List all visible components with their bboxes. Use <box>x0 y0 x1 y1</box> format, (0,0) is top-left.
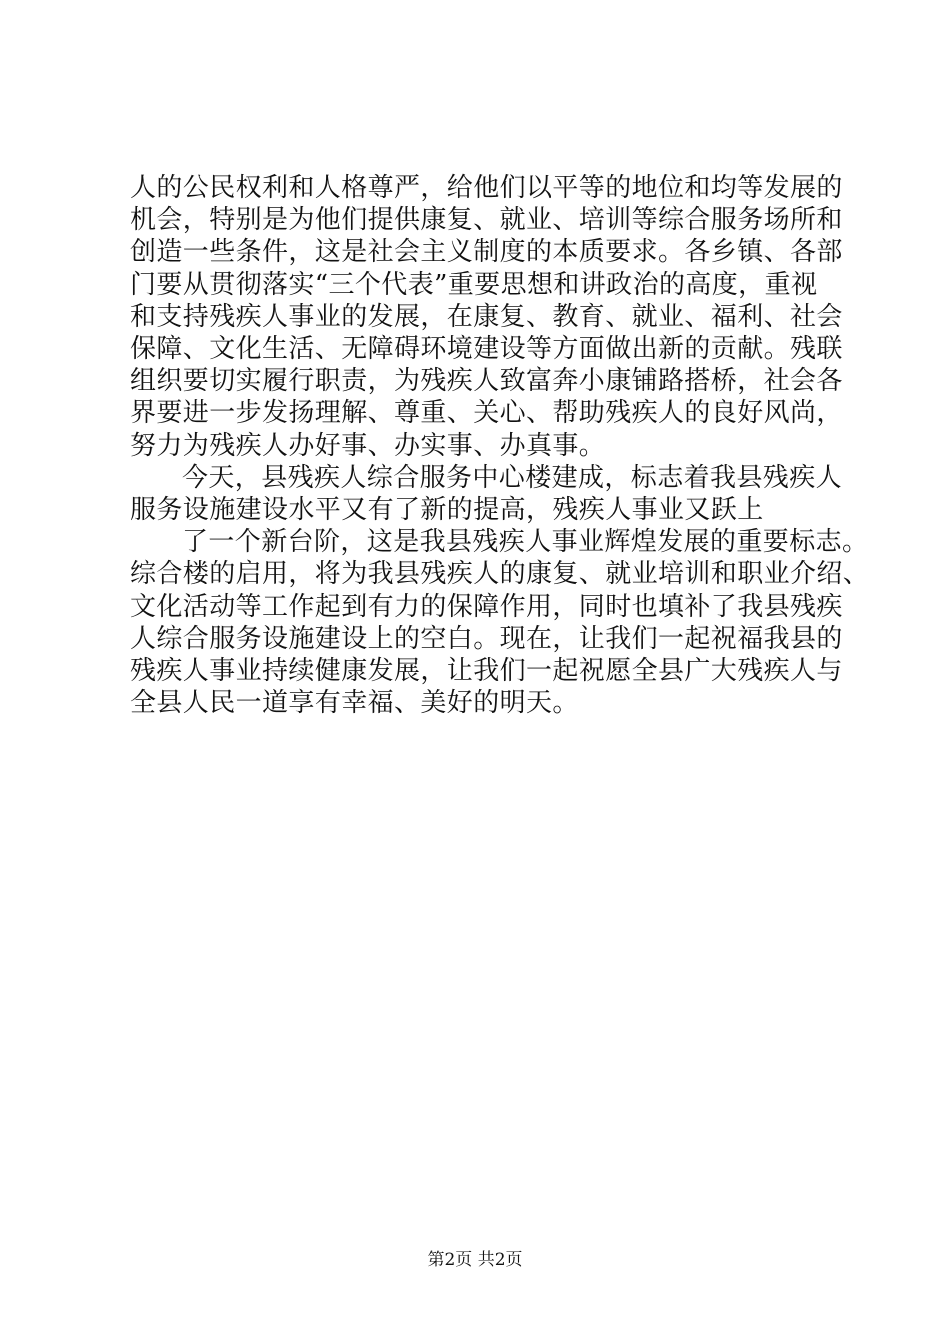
paragraph-first-line: 了一个新台阶，这是我县残疾人事业辉煌发展的重要标志。 <box>182 527 869 558</box>
text-line: 和支持残疾人事业的发展，在康复、教育、就业、福利、社会 <box>130 301 843 332</box>
text-line: 机会，特别是为他们提供康复、就业、培训等综合服务场所和 <box>130 205 843 236</box>
page-footer: 第2页 共2页 <box>427 1250 523 1270</box>
text-line: 综合楼的启用，将为我县残疾人的康复、就业培训和职业介绍、 <box>130 559 870 590</box>
text-line: 组织要切实履行职责，为残疾人致富奔小康铺路搭桥，社会各 <box>130 366 843 397</box>
text-line: 门要从贯彻落实“三个代表”重要思想和讲政治的高度，重视 <box>130 269 818 300</box>
text-line: 文化活动等工作起到有力的保障作用，同时也填补了我县残疾 <box>130 591 843 622</box>
text-line: 人综合服务设施建设上的空白。现在，让我们一起祝福我县的 <box>130 623 843 654</box>
text-line: 人的公民权利和人格尊严，给他们以平等的地位和均等发展的 <box>130 173 843 203</box>
text-line: 创造一些条件，这是社会主义制度的本质要求。各乡镇、各部 <box>130 237 843 268</box>
text-line: 努力为残疾人办好事、办实事、办真事。 <box>130 430 606 461</box>
paragraph-first-line: 今天，县残疾人综合服务中心楼建成，标志着我县残疾人 <box>182 462 843 493</box>
text-line: 全县人民一道享有幸福、美好的明天。 <box>130 688 579 719</box>
document-body <box>130 172 870 719</box>
text-line: 保障、文化生活、无障碍环境建设等方面做出新的贡献。残联 <box>130 334 843 365</box>
text-line: 服务设施建设水平又有了新的提高，残疾人事业又跃上 <box>130 495 764 526</box>
text-line: 残疾人事业持续健康发展，让我们一起祝愿全县广大残疾人与 <box>130 656 843 687</box>
text-line: 界要进一步发扬理解、尊重、关心、帮助残疾人的良好风尚， <box>130 398 843 429</box>
